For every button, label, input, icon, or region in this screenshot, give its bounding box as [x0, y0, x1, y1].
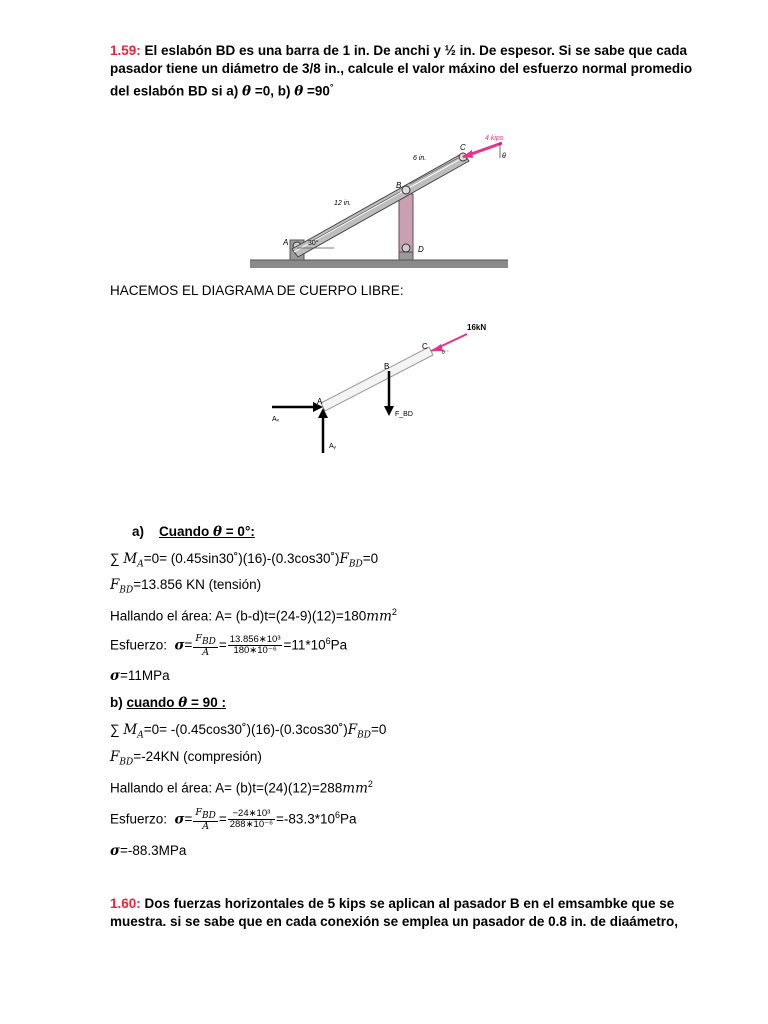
part-a-esfuerzo: Esfuerzo: σ= $\frac{F_{BD}}{A}$ = $\frac{\text{13.856∗10³}}{\text{180∗10⁻⁶}}$ $=11*10^6Pa$ [110, 632, 348, 658]
problem-159-line3: del eslabón BD si a) θ =0, b) θ =90° [110, 82, 334, 100]
fig1-B-label: B [396, 181, 402, 190]
part-b-moment-eq: ∑ $M_A=0=$ $-(0.45\cos 30˚)(16)-(0.3\cos 30˚)F_{BD}=0$ [110, 722, 387, 741]
fig2-force-label: 16kN [467, 323, 487, 332]
part-b-fbd: $F_{BD}=-24KN$ (compresión) [110, 749, 262, 768]
fig1-C-label: C [460, 143, 466, 152]
problem-160-line2: muestra. si se sabe que en cada conexión se emplea un pasador de 0.8 in. de diaámetro, [110, 914, 678, 929]
fig2-Ay-label: Aᵧ [329, 443, 336, 450]
part-a-fbd: $F_{BD}=13.856$ KN (tensión) [110, 577, 262, 596]
problem-159-number: 1.59: [110, 43, 141, 58]
part-a-moment-eq: ∑ $M_A=0=$ $(0.45\sin 30˚)(16)-(0.3\cos 30˚)F_{BD}=0$ [110, 551, 379, 570]
problem-159-line1: 1.59: El eslabón BD es una barra de 1 in. De anchi y ½ in. De espesor. Si se sabe que cada [110, 43, 687, 58]
part-a-area: Hallando el área: $A= (b-d)t=(24-9)(12)=180mm^2$ [110, 607, 397, 625]
part-a-sigma: σ=11MPa [110, 668, 170, 684]
fig2-Fbd-label: F_BD [395, 411, 413, 418]
fig1-force-label: 4 kips [485, 135, 504, 142]
fig1-30deg-label: 30° [308, 240, 319, 247]
fig2-C-label: C [422, 342, 428, 351]
fig2-B-label: B [384, 362, 390, 371]
fig1-D-label: D [418, 245, 424, 254]
fig1-6in-label: 6 in. [413, 155, 427, 162]
problem-160-line1: 1.60: Dos fuerzas horizontales de 5 kips se aplican al pasador B en el emsambke que se [110, 896, 675, 911]
fig2-Ax-label: Aₓ [272, 416, 279, 423]
fig1-A-label: A [283, 238, 289, 247]
fig2-theta-label: θ [442, 350, 445, 356]
figure-link-bd [250, 128, 520, 268]
problem-160-number: 1.60: [110, 896, 141, 911]
part-b-heading: b) cuando θ = 90 : [110, 695, 226, 711]
part-b-sigma: σ=-88.3MPa [110, 843, 187, 859]
part-b-esfuerzo: Esfuerzo: σ= $\frac{F_{BD}}{A}$ = $\frac{\text{−24∗10³}}{\text{288∗10⁻⁶}}$ $=-83.3*10^6Pa$ [110, 806, 357, 832]
problem-159-line2: pasador tiene un diámetro de 3/8 in., calcule el valor máxino del esfuerzo normal promedio [110, 61, 693, 76]
dcl-heading: HACEMOS EL DIAGRAMA DE CUERPO LIBRE: [110, 283, 404, 298]
fig2-A-label: A [317, 397, 323, 406]
fig1-12in-label: 12 in. [334, 200, 352, 207]
part-a-heading: a) Cuando θ = 0°: [132, 524, 255, 540]
fig1-theta-label: θ [502, 153, 506, 160]
part-b-area: Hallando el área: $A= (b)t=(24)(12)=288mm^2$ [110, 779, 373, 797]
figure-free-body-diagram [265, 308, 515, 458]
